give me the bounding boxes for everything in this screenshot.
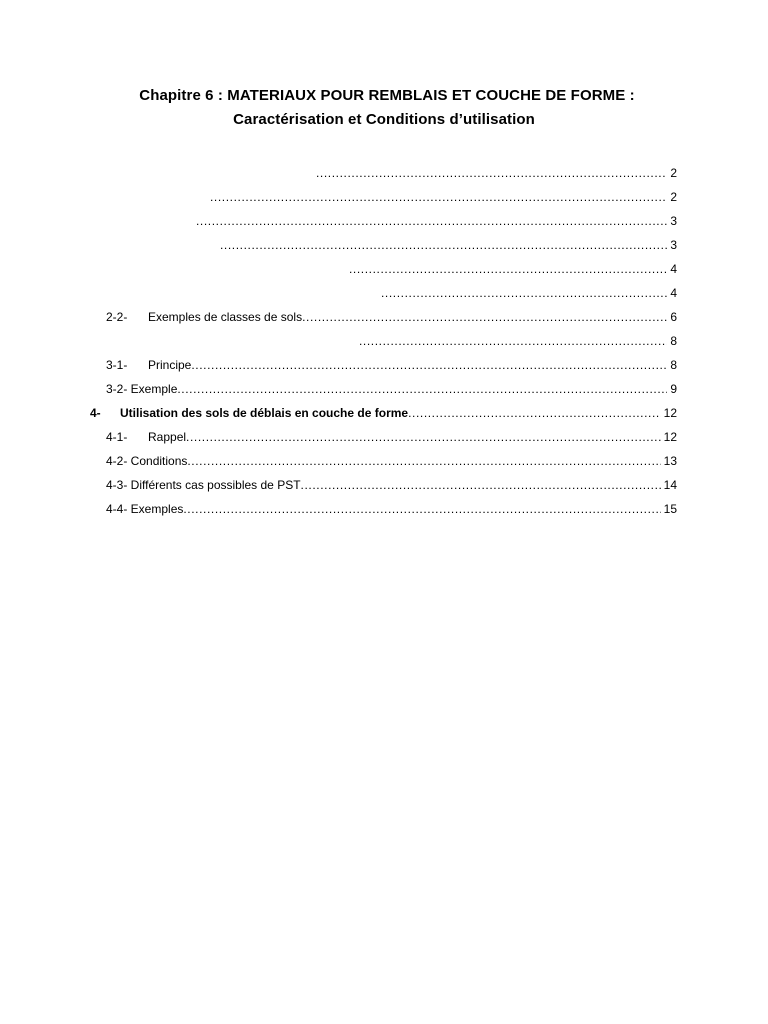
toc-entry-number: 2-2- [106,310,128,324]
toc-leader-dots [220,236,667,254]
toc-entry-number: 3-1- [106,358,128,372]
toc-leader-dots [210,188,667,206]
toc-entry-page: 3 [670,214,677,228]
toc-entry-label: Utilisation des sols de déblais en couche de forme [120,406,409,420]
toc-entry-page: 9 [670,382,677,396]
toc-entry-page: 4 [670,262,677,276]
toc-entry-number: 4-1- [106,430,128,444]
toc-leader-dots [196,212,667,230]
toc-entry[interactable] [349,260,677,278]
toc-entry-page: 14 [663,478,677,492]
toc-entry-label: 3-2- Exemple [106,382,178,396]
toc-entry-page: 2 [670,166,677,180]
toc-entry-label: 4-4- Exemples [106,502,184,516]
toc-entry-page: 2 [670,190,677,204]
toc-entry-page: 8 [670,334,677,348]
toc-entry-label: Rappel [148,430,187,444]
toc-entry[interactable] [106,428,677,446]
toc-leader-dots [349,260,667,278]
toc-entry[interactable] [106,476,677,494]
toc-entry-page: 15 [663,502,677,516]
toc-leader-dots [187,452,660,470]
toc-leader-dots [177,380,667,398]
toc-leader-dots [183,500,660,518]
toc-entry-label: Principe [148,358,192,372]
toc-entry[interactable] [106,452,677,470]
toc-entry[interactable] [196,212,677,230]
toc-entry[interactable] [106,500,677,518]
toc-entry-page: 12 [663,406,677,420]
toc-entry-label: 4-3- Différents cas possibles de PST [106,478,301,492]
toc-leader-dots [408,404,661,422]
toc-entry-page: 4 [670,286,677,300]
toc-entry-label: 4-2- Conditions [106,454,188,468]
toc-entry-label: Exemples de classes de sols [148,310,303,324]
toc-entry[interactable] [359,332,677,350]
toc-entry-page: 12 [663,430,677,444]
toc-entry[interactable] [220,236,677,254]
toc-entry[interactable] [106,356,677,374]
toc-entry-page: 6 [670,310,677,324]
toc-leader-dots [359,332,667,350]
toc-leader-dots [302,308,667,326]
toc-leader-dots [316,164,667,182]
toc-entry[interactable] [381,284,677,302]
toc-leader-dots [301,476,661,494]
toc-entry[interactable] [106,380,677,398]
toc-entry-number: 4- [90,406,101,420]
toc-entry[interactable] [210,188,677,206]
toc-entry-page: 8 [670,358,677,372]
toc-entry[interactable] [106,308,677,326]
toc-entry-page: 3 [670,238,677,252]
toc-entry[interactable] [316,164,677,182]
document-title-line-1: Chapitre 6 : MATERIAUX POUR REMBLAIS ET COUCHE DE FORME : [139,87,635,104]
toc-leader-dots [381,284,667,302]
toc-leader-dots [186,428,661,446]
document-title-line-2: Caractérisation et Conditions d’utilisation [233,111,535,128]
toc-leader-dots [191,356,667,374]
toc-entry[interactable] [90,404,677,422]
toc-entry-page: 13 [663,454,677,468]
